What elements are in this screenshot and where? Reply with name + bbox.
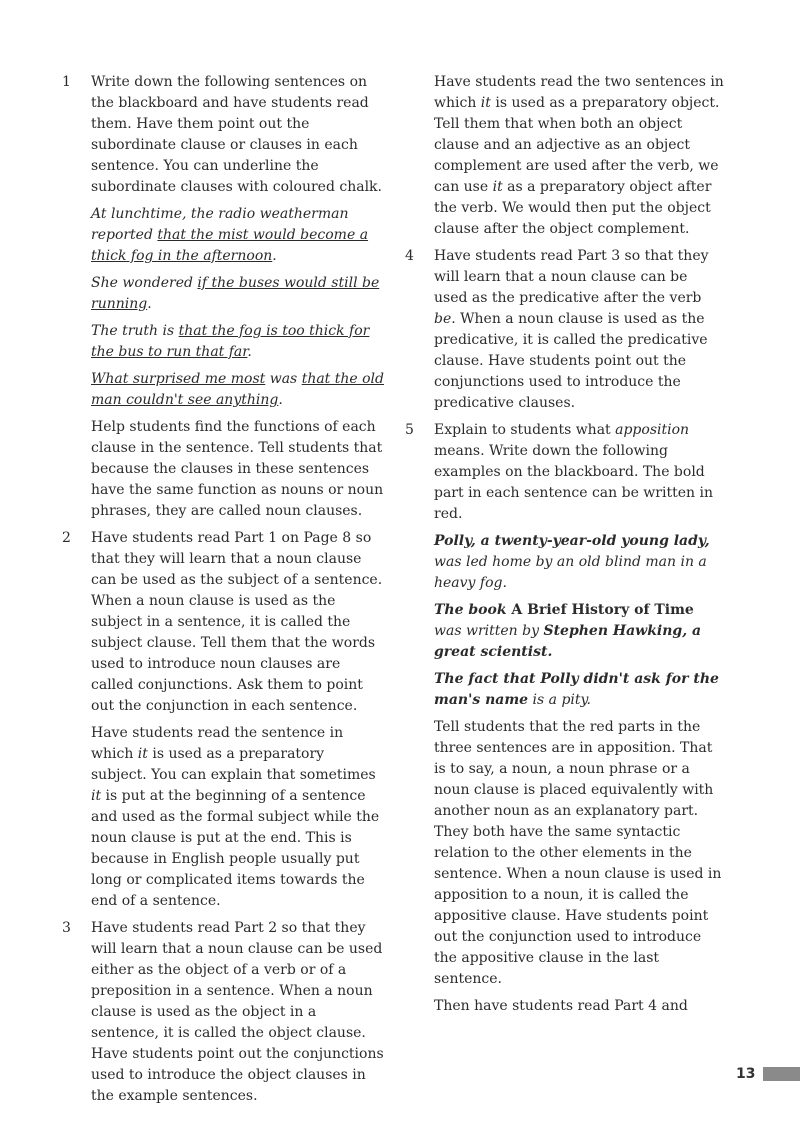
step-2-paragraph: Have students read Part 1 on Page 8 so that they will learn that a noun clause can be used as the subject of a sentence. When a noun clause is used as the subject in a sentence, it is called the subject clause. Tell them that the words used to introduce noun clauses are called conjunctions. Ask them to point out the conjunction in each sentence. <box>91 530 383 714</box>
page-number: 13 <box>736 1066 756 1082</box>
step-2 <box>62 528 384 912</box>
step-3-paragraph: Have students read the two sentences in which it is used as a preparatory object. Tell them that when both an object clause and an adjective as an object complement are used after the verb, we can use it as a preparatory object after the verb. We would then put the object clause after the object complement. <box>434 74 724 237</box>
example-sentence: Polly, a twenty-year-old young lady, was led home by an old blind man in a heavy fog. <box>434 533 710 591</box>
example-sentence: The fact that Polly didn't ask for the man's name is a pity. <box>434 671 719 708</box>
step-number: 4 <box>405 248 414 264</box>
step-5-paragraph: Then have students read Part 4 and <box>434 998 688 1014</box>
step-number: 1 <box>62 74 71 90</box>
step-5 <box>405 420 725 1017</box>
example-sentence: The truth is that the fog is too thick for the bus to run that far. <box>91 323 370 360</box>
step-5-paragraph: Tell students that the red parts in the three sentences are in apposition. That is to say, a noun, a noun phrase or a noun clause is placed equivalently with another noun as an explanatory part. They both have the same syntactic relation to the other elements in the sentence. When a noun clause is used in apposition to a noun, it is called the appositive clause. Have students point out the conjunction used to introduce the appositive clause in the last sentence. <box>434 719 722 987</box>
step-1 <box>62 72 384 522</box>
step-3-continued <box>405 72 725 240</box>
example-sentence: At lunchtime, the radio weatherman reported that the mist would become a thick fog in the afternoon. <box>91 206 369 264</box>
step-3-paragraph: Have students read Part 2 so that they will learn that a noun clause can be used either as the object of a verb or of a preposition in a sentence. When a noun clause is used as the object in a sentence, it is called the object clause. Have students point out the conjunctions used to introduce the object clauses in the example sentences. <box>91 920 384 1104</box>
step-1-outro: Help students find the functions of each clause in the sentence. Tell students that because the clauses in these sentences have the same function as nouns or noun phrases, they are called noun clauses. <box>91 419 384 519</box>
example-sentence: She wondered if the buses would still be running. <box>91 275 380 312</box>
step-1-intro: Write down the following sentences on the blackboard and have students read them. Have them point out the subordinate clause or clauses in each sentence. You can underline the subordinate clauses with coloured chalk. <box>91 74 382 195</box>
step-5-paragraph: Explain to students what apposition means. Write down the following examples on the blackboard. The bold part in each sentence can be written in red. <box>434 422 713 522</box>
example-sentence: What surprised me most was that the old man couldn't see anything. <box>91 371 384 408</box>
left-column <box>62 72 384 1113</box>
step-number: 2 <box>62 530 71 546</box>
step-number: 3 <box>62 920 71 936</box>
step-3 <box>62 918 384 1107</box>
right-column <box>405 72 725 1023</box>
step-4-paragraph: Have students read Part 3 so that they will learn that a noun clause can be used as the predicative after the verb be. When a noun clause is used as the predicative, it is called the predicative clause. Have students point out the conjunctions used to introduce the predicative clauses. <box>434 248 709 411</box>
step-2-paragraph: Have students read the sentence in which it is used as a preparatory subject. You can explain that sometimes it is put at the beginning of a sentence and used as the formal subject while the noun clause is put at the end. This is because in English people usually put long or complicated items towards the end of a sentence. <box>91 725 380 909</box>
step-number: 5 <box>405 422 414 438</box>
example-sentence: The book A Brief History of Time was written by Stephen Hawking, a great scientist. <box>434 602 702 660</box>
page-number-bar <box>763 1067 800 1081</box>
step-4 <box>405 246 725 414</box>
